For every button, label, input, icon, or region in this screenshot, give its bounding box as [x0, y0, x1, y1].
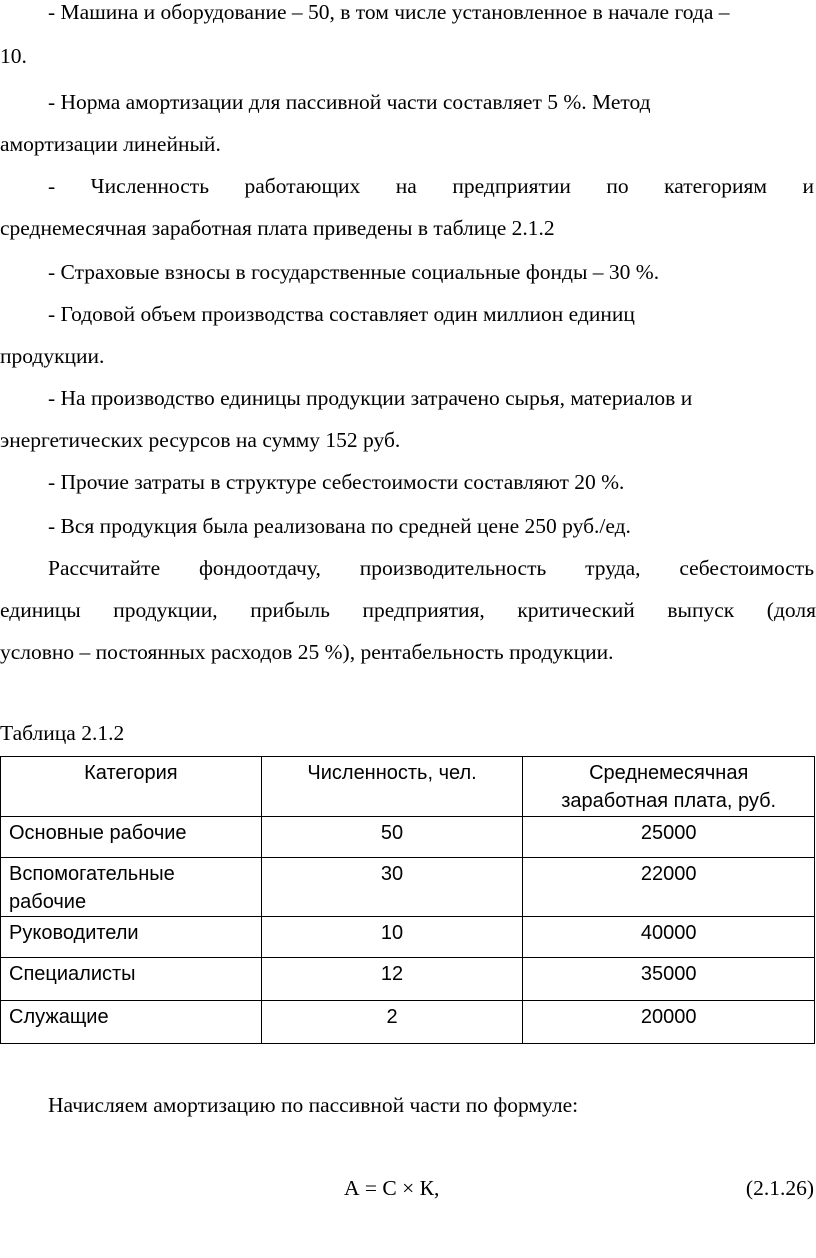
- word: -: [48, 174, 56, 198]
- cell-category-line2: рабочие: [9, 891, 87, 913]
- paragraph-materials-cont: энергетических ресурсов на сумму 152 руб.: [0, 428, 401, 452]
- cell-salary: 22000: [523, 858, 815, 917]
- paragraph-materials: - На производство единицы продукции затрачено сырья, материалов и: [48, 386, 693, 410]
- word: по: [606, 174, 629, 198]
- cell-count: 12: [261, 958, 523, 1001]
- word: категориям: [664, 174, 767, 198]
- table-header-row: [1, 757, 815, 817]
- paragraph-staff: [0, 172, 816, 200]
- cell-category: Служащие: [1, 1001, 262, 1044]
- paragraph-volume-cont: продукции.: [0, 344, 105, 368]
- header-salary: [523, 757, 815, 817]
- word: Численность: [90, 174, 210, 198]
- formula-expression: А = С × К,: [344, 1176, 440, 1200]
- table-row: [1, 958, 815, 1001]
- cell-salary: 20000: [523, 1001, 815, 1044]
- word: и: [802, 174, 814, 198]
- cell-salary: 25000: [523, 817, 815, 858]
- paragraph-task: Рассчитайте фондоотдачу, производительность труда, себестоимость: [48, 556, 814, 580]
- table-row: [1, 858, 815, 917]
- table-row: [1, 917, 815, 958]
- formula-number: (2.1.26): [745, 1176, 814, 1200]
- paragraph-task-cont: единицы продукции, прибыль предприятия, критический выпуск (доля: [0, 598, 816, 622]
- paragraph-depreciation-rate: - Норма амортизации для пассивной части составляет 5 %. Метод: [48, 90, 651, 114]
- cell-category: Руководители: [1, 917, 262, 958]
- header-salary-line1: Среднемесячная: [589, 762, 749, 784]
- table-row: [1, 817, 815, 858]
- header-category: Категория: [1, 757, 262, 817]
- paragraph-machines-cont: 10.: [0, 44, 27, 68]
- header-count: Численность, чел.: [261, 757, 523, 817]
- cell-count: 2: [261, 1001, 523, 1044]
- paragraph-other-costs: - Прочие затраты в структуре себестоимости составляют 20 %.: [48, 470, 625, 494]
- paragraph-insurance: - Страховые взносы в государственные социальные фонды – 30 %.: [48, 260, 660, 284]
- word: на: [395, 174, 417, 198]
- word: предприятии: [452, 174, 571, 198]
- header-salary-line2: заработная плата, руб.: [561, 790, 777, 812]
- cell-salary: 35000: [523, 958, 815, 1001]
- cell-category: Специалисты: [1, 958, 262, 1001]
- paragraph-depreciation-method: амортизации линейный.: [0, 132, 221, 156]
- staff-table: [0, 756, 815, 1044]
- paragraph-task-end: условно – постоянных расходов 25 %), рентабельность продукции.: [0, 640, 614, 664]
- paragraph-volume: - Годовой объем производства составляет один миллион единиц: [48, 302, 635, 326]
- paragraph-formula-intro: Начисляем амортизацию по пассивной части по формуле:: [48, 1093, 579, 1117]
- cell-category-line1: Вспомогательные: [9, 863, 175, 885]
- cell-category: Основные рабочие: [1, 817, 262, 858]
- paragraph-price: - Вся продукция была реализована по средней цене 250 руб./ед.: [48, 514, 631, 538]
- cell-count: 50: [261, 817, 523, 858]
- paragraph-machines: - Машина и оборудование – 50, в том числе установленное в начале года –: [48, 0, 730, 24]
- cell-category: [1, 858, 262, 917]
- paragraph-staff-cont: среднемесячная заработная плата приведены в таблице 2.1.2: [0, 216, 555, 240]
- cell-salary: 40000: [523, 917, 815, 958]
- table-caption: Таблица 2.1.2: [0, 721, 125, 745]
- table-row: [1, 1001, 815, 1044]
- word: работающих: [244, 174, 361, 198]
- cell-count: 10: [261, 917, 523, 958]
- cell-count: 30: [261, 858, 523, 917]
